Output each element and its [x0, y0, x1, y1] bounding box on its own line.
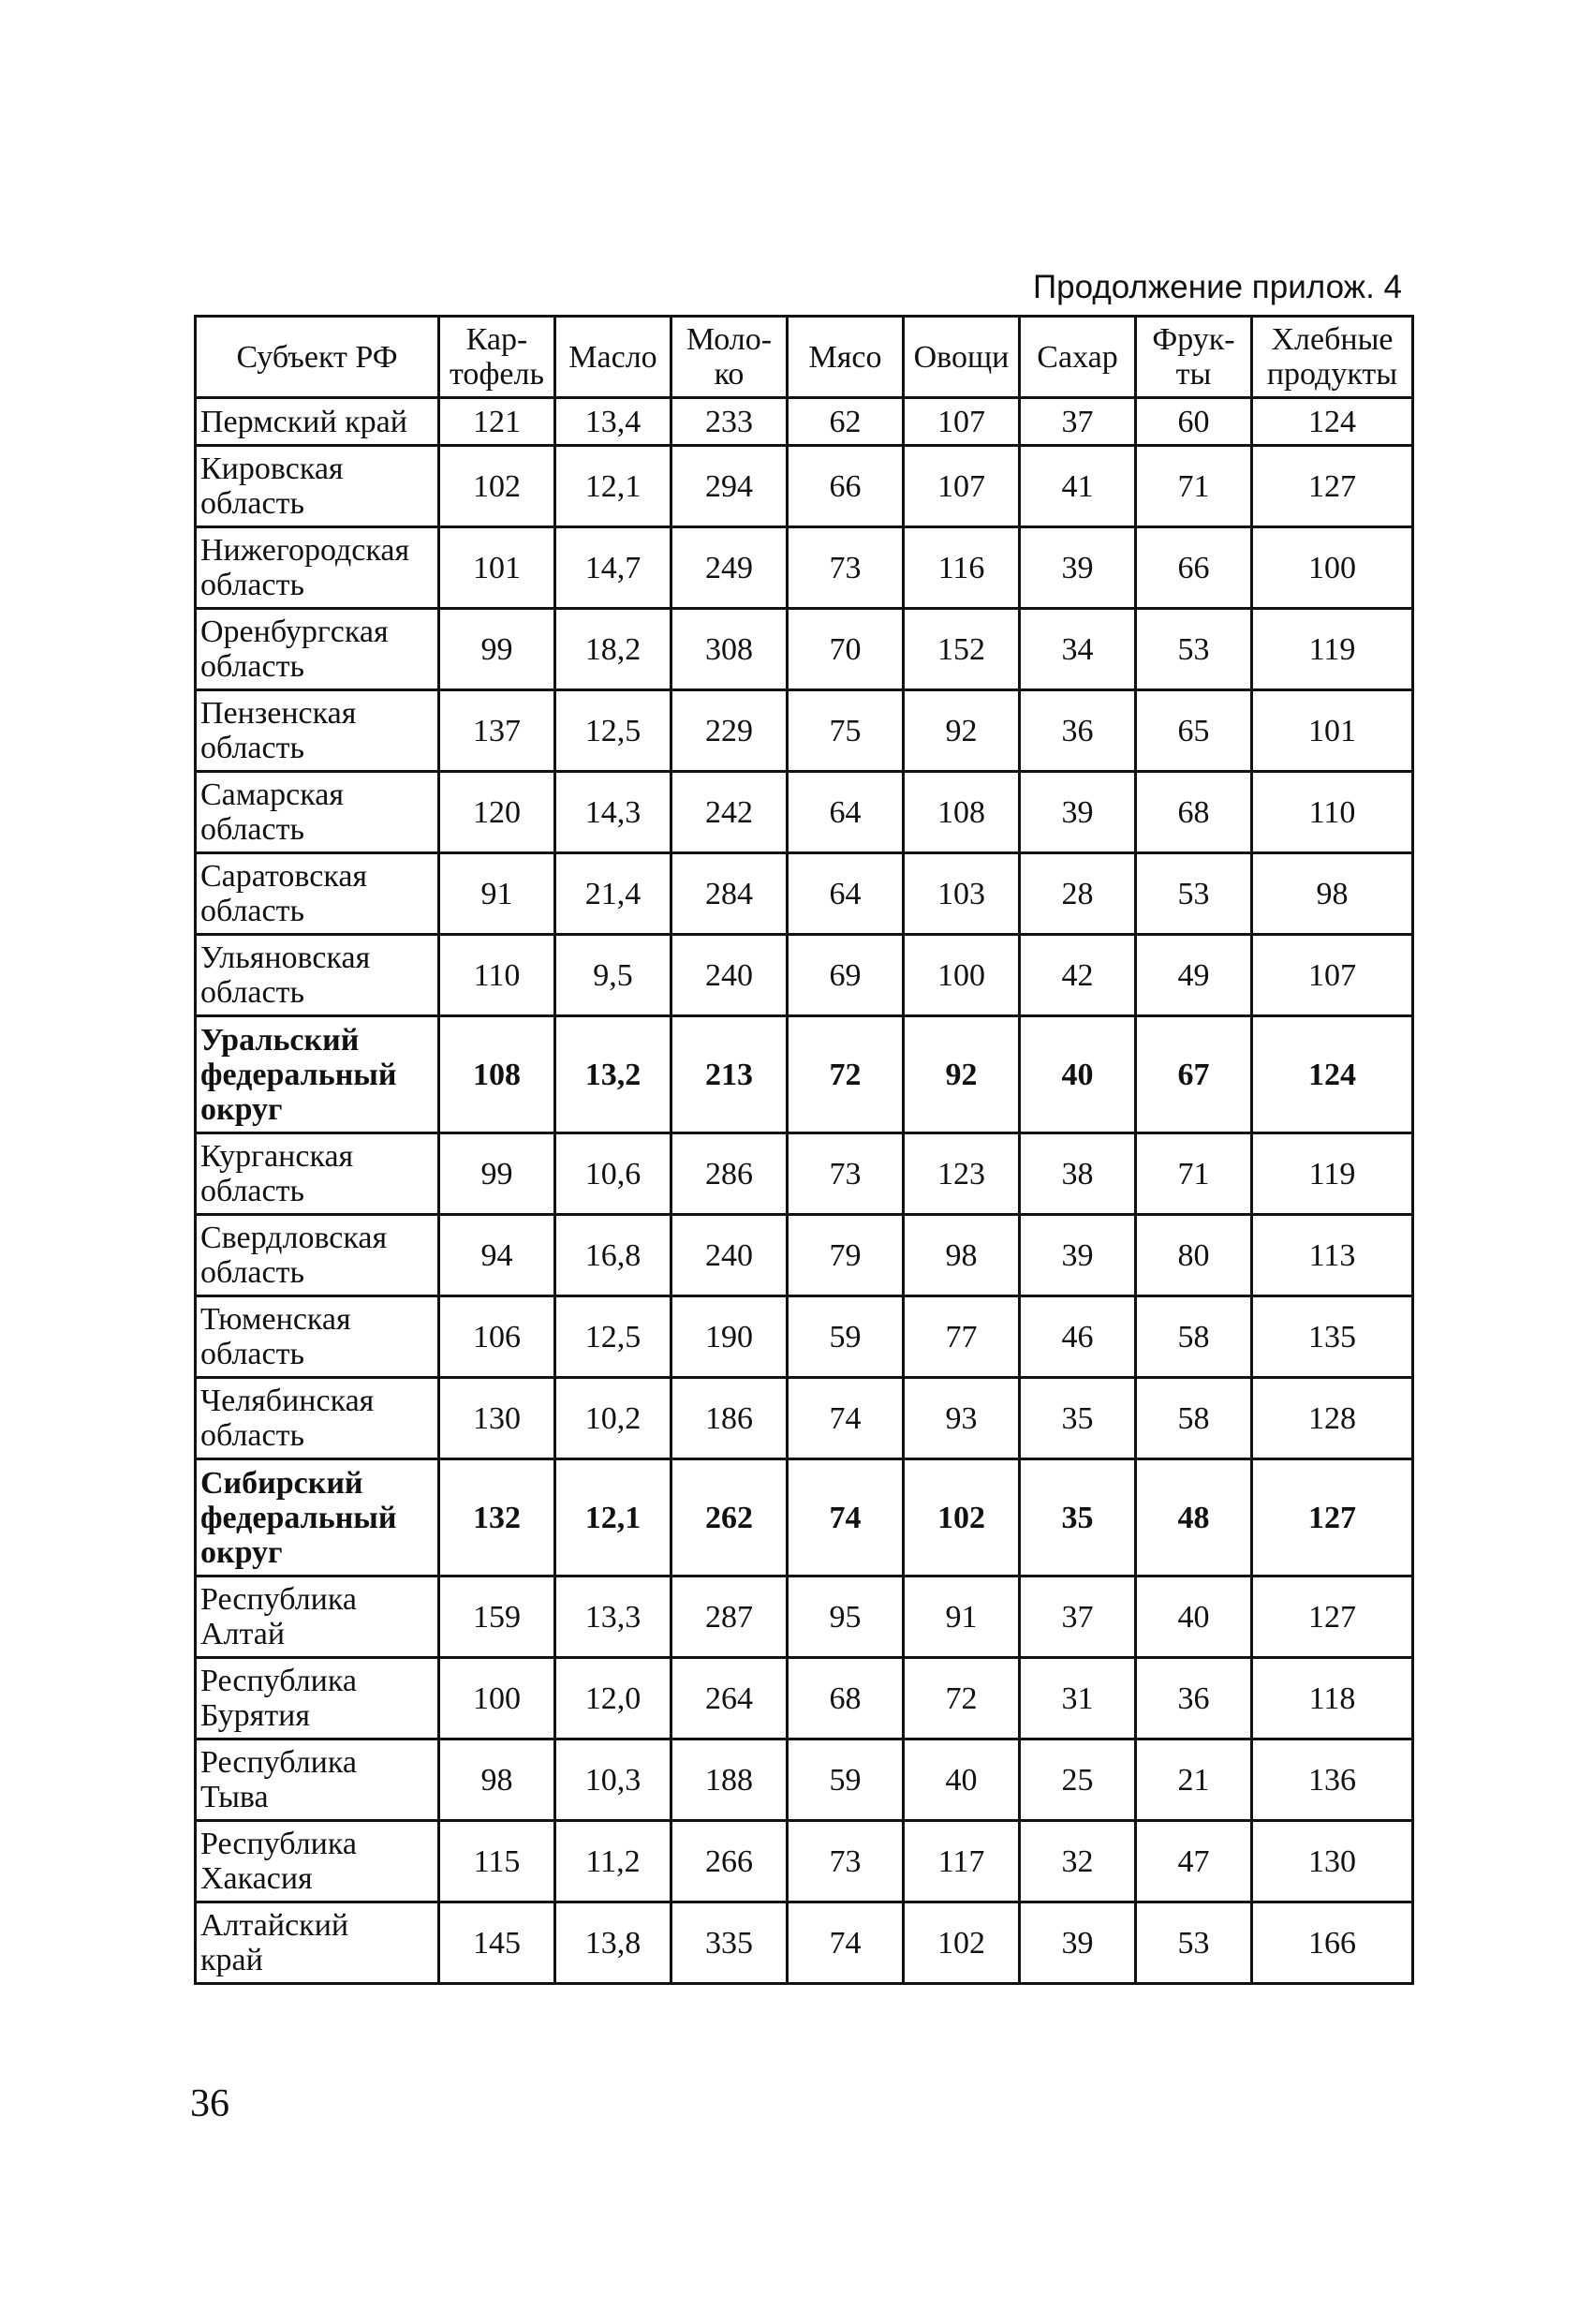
row-value-cell: 64 [788, 772, 904, 853]
row-value-cell: 39 [1020, 772, 1136, 853]
table-row [196, 446, 1413, 527]
row-value-cell: 159 [439, 1576, 555, 1658]
row-value-cell: 73 [788, 527, 904, 609]
row-value-cell: 100 [904, 935, 1020, 1016]
table-row [196, 1821, 1413, 1902]
row-value-cell: 93 [904, 1378, 1020, 1459]
row-value-cell: 73 [788, 1821, 904, 1902]
row-value-cell: 66 [788, 446, 904, 527]
column-header: Овощи [904, 317, 1020, 398]
header-row [196, 317, 1413, 398]
table-row [196, 1215, 1413, 1296]
row-value-cell: 74 [788, 1378, 904, 1459]
column-header: Кар- тофель [439, 317, 555, 398]
row-subject-name: Самарская область [196, 772, 439, 853]
row-value-cell: 40 [1020, 1016, 1136, 1133]
column-header-subject: Субъект РФ [196, 317, 439, 398]
row-value-cell: 14,7 [555, 527, 671, 609]
row-value-cell: 64 [788, 853, 904, 935]
row-value-cell: 67 [1136, 1016, 1252, 1133]
column-header: Мясо [788, 317, 904, 398]
row-value-cell: 14,3 [555, 772, 671, 853]
row-value-cell: 107 [904, 398, 1020, 446]
row-value-cell: 102 [904, 1459, 1020, 1576]
row-subject-name: Тюменская область [196, 1296, 439, 1378]
row-value-cell: 127 [1252, 1576, 1413, 1658]
row-value-cell: 132 [439, 1459, 555, 1576]
appendix-caption: Продолжение прилож. 4 [1033, 269, 1402, 305]
table-row [196, 1296, 1413, 1378]
row-value-cell: 59 [788, 1739, 904, 1821]
row-subject-name: Алтайский край [196, 1902, 439, 1984]
row-value-cell: 108 [904, 772, 1020, 853]
row-value-cell: 74 [788, 1902, 904, 1984]
row-value-cell: 74 [788, 1459, 904, 1576]
row-value-cell: 18,2 [555, 609, 671, 690]
row-value-cell: 287 [671, 1576, 788, 1658]
row-value-cell: 12,1 [555, 1459, 671, 1576]
row-value-cell: 249 [671, 527, 788, 609]
row-value-cell: 123 [904, 1133, 1020, 1215]
column-header: Масло [555, 317, 671, 398]
row-value-cell: 115 [439, 1821, 555, 1902]
row-value-cell: 59 [788, 1296, 904, 1378]
row-value-cell: 32 [1020, 1821, 1136, 1902]
row-value-cell: 128 [1252, 1378, 1413, 1459]
table-row [196, 527, 1413, 609]
row-value-cell: 72 [904, 1658, 1020, 1739]
row-value-cell: 42 [1020, 935, 1136, 1016]
row-value-cell: 58 [1136, 1378, 1252, 1459]
row-value-cell: 240 [671, 1215, 788, 1296]
row-value-cell: 10,3 [555, 1739, 671, 1821]
row-subject-name: Республика Бурятия [196, 1658, 439, 1739]
row-value-cell: 121 [439, 398, 555, 446]
row-subject-name: Пензенская область [196, 690, 439, 772]
table-row [196, 1739, 1413, 1821]
row-value-cell: 72 [788, 1016, 904, 1133]
consumption-table [194, 315, 1414, 1985]
row-value-cell: 266 [671, 1821, 788, 1902]
row-value-cell: 71 [1136, 1133, 1252, 1215]
row-subject-name: Республика Тыва [196, 1739, 439, 1821]
row-value-cell: 70 [788, 609, 904, 690]
row-value-cell: 21 [1136, 1739, 1252, 1821]
row-value-cell: 41 [1020, 446, 1136, 527]
row-value-cell: 229 [671, 690, 788, 772]
column-header: Хлебные продукты [1252, 317, 1413, 398]
row-value-cell: 73 [788, 1133, 904, 1215]
row-value-cell: 47 [1136, 1821, 1252, 1902]
column-header: Фрук- ты [1136, 317, 1252, 398]
page-number: 36 [190, 2082, 229, 2125]
row-value-cell: 40 [904, 1739, 1020, 1821]
row-subject-name: Оренбургская область [196, 609, 439, 690]
row-value-cell: 25 [1020, 1739, 1136, 1821]
row-value-cell: 106 [439, 1296, 555, 1378]
row-value-cell: 13,2 [555, 1016, 671, 1133]
row-value-cell: 53 [1136, 1902, 1252, 1984]
row-value-cell: 31 [1020, 1658, 1136, 1739]
table-row [196, 1902, 1413, 1984]
row-value-cell: 103 [904, 853, 1020, 935]
row-value-cell: 213 [671, 1016, 788, 1133]
row-value-cell: 166 [1252, 1902, 1413, 1984]
row-value-cell: 12,5 [555, 690, 671, 772]
row-value-cell: 284 [671, 853, 788, 935]
row-value-cell: 35 [1020, 1459, 1136, 1576]
row-value-cell: 130 [439, 1378, 555, 1459]
table-row [196, 1658, 1413, 1739]
row-value-cell: 102 [439, 446, 555, 527]
row-value-cell: 92 [904, 1016, 1020, 1133]
row-value-cell: 11,2 [555, 1821, 671, 1902]
row-value-cell: 49 [1136, 935, 1252, 1016]
row-value-cell: 136 [1252, 1739, 1413, 1821]
row-value-cell: 91 [439, 853, 555, 935]
row-value-cell: 79 [788, 1215, 904, 1296]
row-value-cell: 190 [671, 1296, 788, 1378]
row-value-cell: 9,5 [555, 935, 671, 1016]
row-value-cell: 16,8 [555, 1215, 671, 1296]
row-value-cell: 68 [1136, 772, 1252, 853]
row-value-cell: 77 [904, 1296, 1020, 1378]
row-value-cell: 13,8 [555, 1902, 671, 1984]
row-value-cell: 110 [1252, 772, 1413, 853]
row-value-cell: 39 [1020, 1215, 1136, 1296]
row-subject-name: Кировская область [196, 446, 439, 527]
row-value-cell: 71 [1136, 446, 1252, 527]
row-value-cell: 12,5 [555, 1296, 671, 1378]
row-value-cell: 118 [1252, 1658, 1413, 1739]
row-value-cell: 137 [439, 690, 555, 772]
row-value-cell: 335 [671, 1902, 788, 1984]
table-row [196, 690, 1413, 772]
row-value-cell: 152 [904, 609, 1020, 690]
row-value-cell: 99 [439, 609, 555, 690]
row-value-cell: 94 [439, 1215, 555, 1296]
table-row [196, 1378, 1413, 1459]
table-row [196, 772, 1413, 853]
table-row [196, 1576, 1413, 1658]
row-value-cell: 10,2 [555, 1378, 671, 1459]
table-row [196, 1133, 1413, 1215]
row-subject-name: Нижегородская область [196, 527, 439, 609]
row-value-cell: 188 [671, 1739, 788, 1821]
table-body [196, 398, 1413, 1984]
row-value-cell: 66 [1136, 527, 1252, 609]
row-value-cell: 135 [1252, 1296, 1413, 1378]
row-value-cell: 75 [788, 690, 904, 772]
row-value-cell: 13,4 [555, 398, 671, 446]
row-value-cell: 100 [439, 1658, 555, 1739]
row-value-cell: 37 [1020, 1576, 1136, 1658]
row-value-cell: 127 [1252, 1459, 1413, 1576]
row-value-cell: 98 [904, 1215, 1020, 1296]
table-row-district [196, 1459, 1413, 1576]
row-value-cell: 242 [671, 772, 788, 853]
row-value-cell: 91 [904, 1576, 1020, 1658]
row-subject-name: Свердловская область [196, 1215, 439, 1296]
row-value-cell: 262 [671, 1459, 788, 1576]
row-subject-name: Сибирский федеральный округ [196, 1459, 439, 1576]
row-value-cell: 98 [439, 1739, 555, 1821]
row-value-cell: 39 [1020, 1902, 1136, 1984]
row-value-cell: 119 [1252, 1133, 1413, 1215]
row-value-cell: 38 [1020, 1133, 1136, 1215]
row-value-cell: 264 [671, 1658, 788, 1739]
row-value-cell: 120 [439, 772, 555, 853]
row-value-cell: 308 [671, 609, 788, 690]
row-value-cell: 127 [1252, 446, 1413, 527]
row-value-cell: 186 [671, 1378, 788, 1459]
row-value-cell: 36 [1020, 690, 1136, 772]
row-value-cell: 69 [788, 935, 904, 1016]
row-subject-name: Республика Хакасия [196, 1821, 439, 1902]
row-subject-name: Саратовская область [196, 853, 439, 935]
row-value-cell: 117 [904, 1821, 1020, 1902]
row-value-cell: 12,1 [555, 446, 671, 527]
row-value-cell: 130 [1252, 1821, 1413, 1902]
row-value-cell: 119 [1252, 609, 1413, 690]
row-value-cell: 60 [1136, 398, 1252, 446]
row-value-cell: 40 [1136, 1576, 1252, 1658]
row-value-cell: 39 [1020, 527, 1136, 609]
row-subject-name: Курганская область [196, 1133, 439, 1215]
column-header: Сахар [1020, 317, 1136, 398]
table-row-district [196, 1016, 1413, 1133]
table-row [196, 398, 1413, 446]
row-value-cell: 12,0 [555, 1658, 671, 1739]
column-header: Моло- ко [671, 317, 788, 398]
row-value-cell: 62 [788, 398, 904, 446]
row-value-cell: 101 [439, 527, 555, 609]
row-value-cell: 65 [1136, 690, 1252, 772]
row-subject-name: Ульяновская область [196, 935, 439, 1016]
row-value-cell: 100 [1252, 527, 1413, 609]
row-subject-name: Пермский край [196, 398, 439, 446]
row-value-cell: 34 [1020, 609, 1136, 690]
row-value-cell: 53 [1136, 853, 1252, 935]
row-value-cell: 37 [1020, 398, 1136, 446]
row-value-cell: 113 [1252, 1215, 1413, 1296]
table-row [196, 935, 1413, 1016]
row-value-cell: 21,4 [555, 853, 671, 935]
row-value-cell: 13,3 [555, 1576, 671, 1658]
row-value-cell: 107 [904, 446, 1020, 527]
row-value-cell: 58 [1136, 1296, 1252, 1378]
row-value-cell: 124 [1252, 1016, 1413, 1133]
row-value-cell: 53 [1136, 609, 1252, 690]
row-value-cell: 286 [671, 1133, 788, 1215]
row-value-cell: 145 [439, 1902, 555, 1984]
row-value-cell: 107 [1252, 935, 1413, 1016]
row-value-cell: 102 [904, 1902, 1020, 1984]
row-subject-name: Челябинская область [196, 1378, 439, 1459]
row-value-cell: 28 [1020, 853, 1136, 935]
row-value-cell: 68 [788, 1658, 904, 1739]
row-value-cell: 36 [1136, 1658, 1252, 1739]
row-value-cell: 48 [1136, 1459, 1252, 1576]
row-value-cell: 10,6 [555, 1133, 671, 1215]
row-value-cell: 108 [439, 1016, 555, 1133]
row-value-cell: 98 [1252, 853, 1413, 935]
row-value-cell: 233 [671, 398, 788, 446]
row-value-cell: 294 [671, 446, 788, 527]
row-value-cell: 99 [439, 1133, 555, 1215]
row-value-cell: 116 [904, 527, 1020, 609]
row-subject-name: Республика Алтай [196, 1576, 439, 1658]
row-value-cell: 35 [1020, 1378, 1136, 1459]
row-value-cell: 110 [439, 935, 555, 1016]
table-row [196, 609, 1413, 690]
row-value-cell: 95 [788, 1576, 904, 1658]
row-value-cell: 46 [1020, 1296, 1136, 1378]
row-value-cell: 240 [671, 935, 788, 1016]
row-subject-name: Уральский федеральный округ [196, 1016, 439, 1133]
row-value-cell: 101 [1252, 690, 1413, 772]
row-value-cell: 80 [1136, 1215, 1252, 1296]
row-value-cell: 124 [1252, 398, 1413, 446]
row-value-cell: 92 [904, 690, 1020, 772]
table-row [196, 853, 1413, 935]
